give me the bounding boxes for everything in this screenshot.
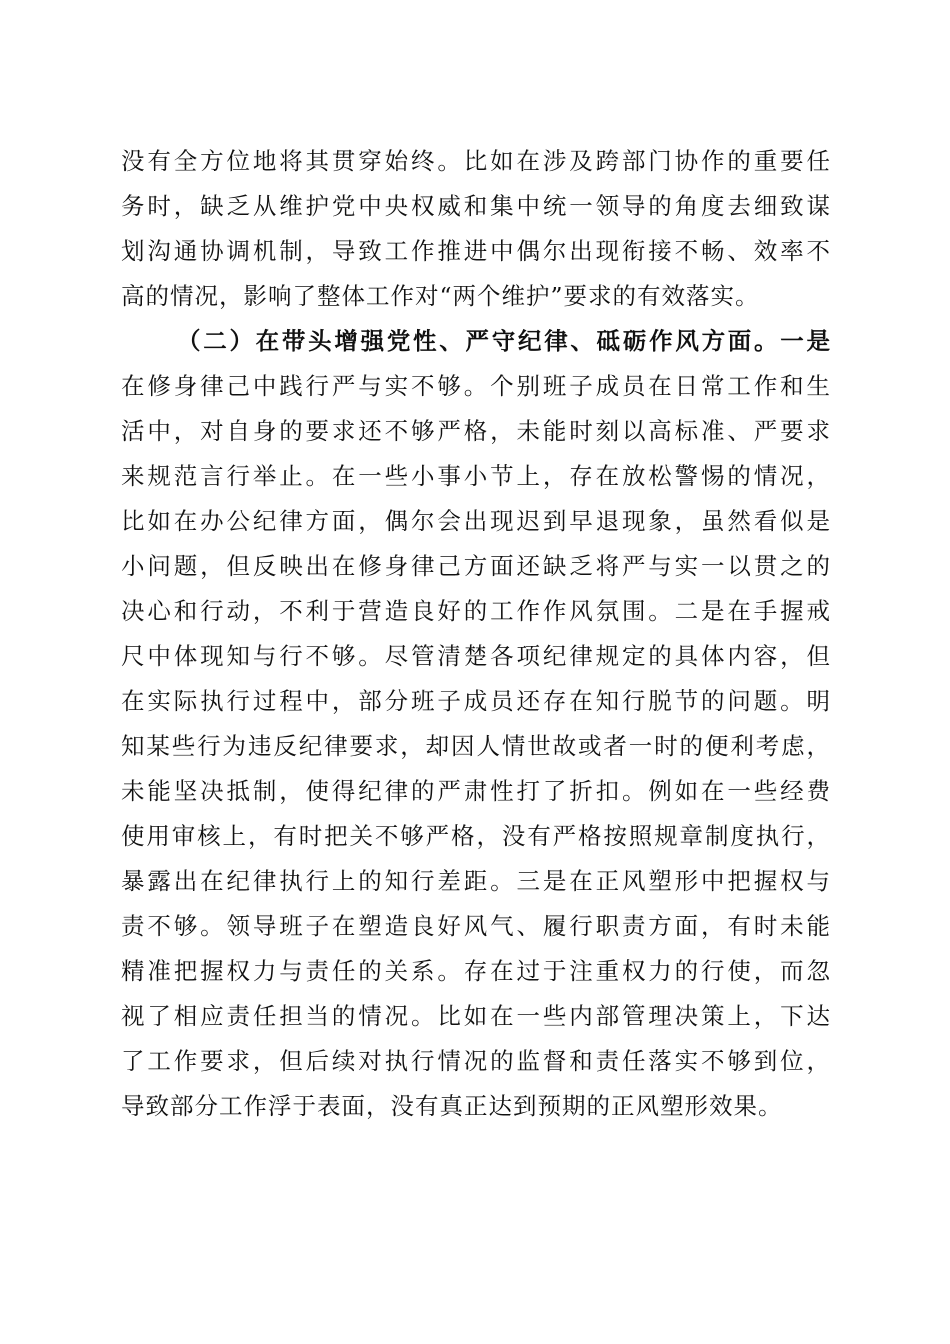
text-line: 在实际执行过程中，部分班子成员还存在知行脱节的问题。明 [121, 687, 831, 715]
text-line: 知某些行为违反纪律要求，却因人情世故或者一时的便利考虑， [121, 732, 831, 760]
text-line: 比如在办公纪律方面，偶尔会出现迟到早退现象，虽然看似是 [121, 507, 831, 535]
text-line: 精准把握权力与责任的关系。存在过于注重权力的行使，而忽 [121, 957, 831, 985]
text-line: 小问题，但反映出在修身律己方面还缺乏将严与实一以贯之的 [121, 552, 831, 580]
text-line: 活中，对自身的要求还不够严格，未能时刻以高标准、严要求 [121, 417, 831, 445]
text-line: 划沟通协调机制，导致工作推进中偶尔出现衔接不畅、效率不 [121, 237, 831, 265]
text-line: 导致部分工作浮于表面，没有真正达到预期的正风塑形效果。 [121, 1092, 783, 1120]
text-line: 了工作要求，但后续对执行情况的监督和责任落实不够到位， [121, 1047, 831, 1075]
text-line: 视了相应责任担当的情况。比如在一些内部管理决策上，下达 [121, 1002, 831, 1030]
text-line: 决心和行动，不利于营造良好的工作作风氛围。二是在手握戒 [121, 597, 831, 625]
text-line: 使用审核上，有时把关不够严格，没有严格按照规章制度执行， [121, 822, 831, 850]
text-line: 在修身律己中践行严与实不够。个别班子成员在日常工作和生 [121, 372, 831, 400]
text-line: 未能坚决抵制，使得纪律的严肃性打了折扣。例如在一些经费 [121, 777, 831, 805]
text-line: 责不够。领导班子在塑造良好风气、履行职责方面，有时未能 [121, 912, 831, 940]
text-line: 高的情况，影响了整体工作对“两个维护”要求的有效落实。 [121, 282, 760, 310]
text-line: 没有全方位地将其贯穿始终。比如在涉及跨部门协作的重要任 [121, 147, 831, 175]
text-line: 暴露出在纪律执行上的知行差距。三是在正风塑形中把握权与 [121, 867, 831, 895]
text-line: 来规范言行举止。在一些小事小节上，存在放松警惕的情况， [121, 462, 831, 490]
text-line: 尺中体现知与行不够。尽管清楚各项纪律规定的具体内容，但 [121, 642, 831, 670]
text-line: 务时，缺乏从维护党中央权威和集中统一领导的角度去细致谋 [121, 192, 831, 220]
section-heading-line: （二）在带头增强党性、严守纪律、砥砺作风方面。一是 [177, 327, 831, 355]
